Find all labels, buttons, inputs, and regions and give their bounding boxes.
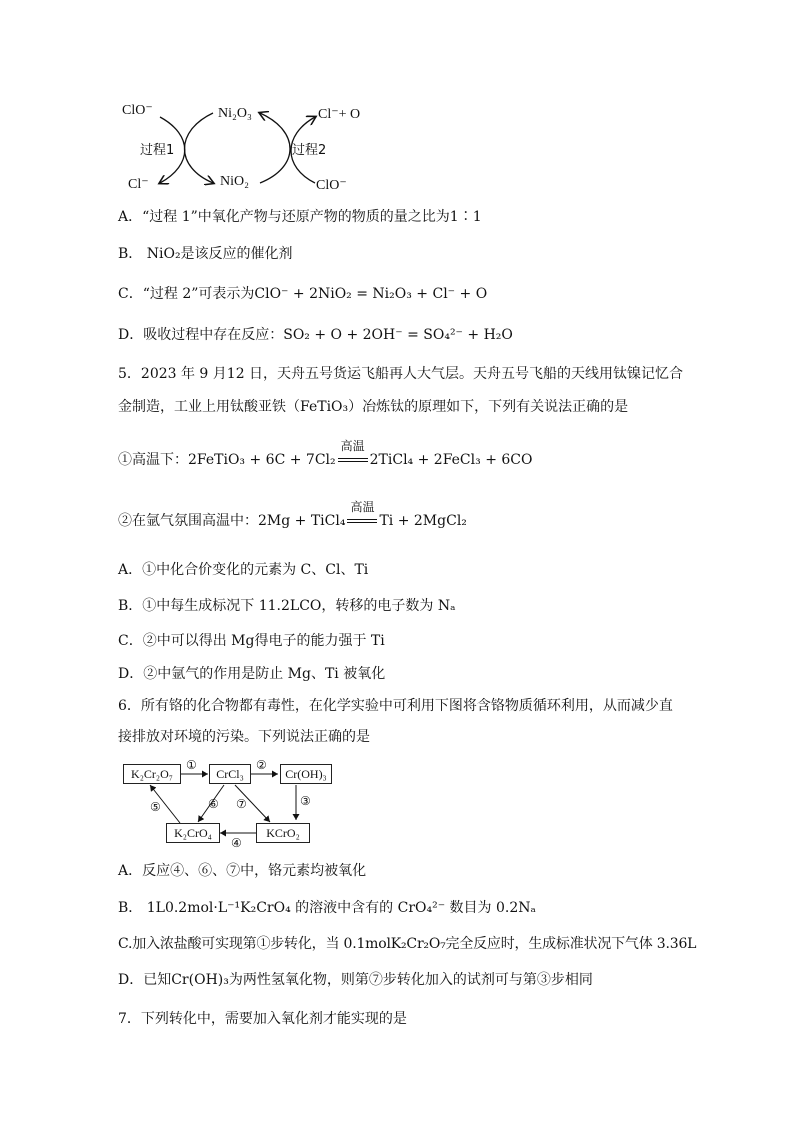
cl-left-label: Cl⁻ <box>128 177 149 192</box>
eq1-condition-text: 高温 <box>340 439 365 453</box>
q4-option-d: D．吸收过程中存在反应：SO₂ + O + 2OH⁻ = SO₄²⁻ + H₂O <box>118 327 513 343</box>
q6-option-b: B． 1L0.2mol·L⁻¹K₂CrO₄ 的溶液中含有的 CrO₄²⁻ 数目为 0.2Nₐ <box>118 900 536 916</box>
eq2-reactants: ②在氩气氛围高温中：2Mg + TiCl₄ <box>118 513 346 529</box>
k2cro4-box: K₂CrO₄ <box>166 823 220 843</box>
step-6-label: ⑥ <box>208 797 219 811</box>
q5-option-d: D．②中氩气的作用是防止 Mg、Ti 被氧化 <box>118 666 386 682</box>
q5-equation-2 <box>118 500 467 530</box>
step-1-label: ① <box>186 758 197 772</box>
q7-stem: 7．下列转化中，需要加入氧化剂才能实现的是 <box>118 1011 407 1027</box>
nio2-label: NiO₂ <box>220 174 249 189</box>
step-3-label: ③ <box>300 794 311 808</box>
q4-option-a: A．“过程 1”中氧化产物与还原产物的物质的量之比为1∶1 <box>118 209 482 225</box>
process1-label: 过程1 <box>140 143 175 158</box>
eq1-products: 2TiCl₄ + 2FeCl₃ + 6CO <box>369 452 533 468</box>
q6-option-a: A．反应④、⑥、⑦中，铬元素均被氧化 <box>118 863 367 879</box>
eq2-condition-text: 高温 <box>350 500 375 514</box>
crcl3-box: CrCl₃ <box>209 764 251 784</box>
q5-option-a: A．①中化合价变化的元素为 C、Cl、Ti <box>118 562 369 578</box>
croh3-box: Cr(OH)₃ <box>280 764 332 784</box>
clo-right-label: ClO⁻ <box>316 178 347 193</box>
q5-stem-line2: 金制造，工业上用钛酸亚铁（FeTiO₃）冶炼钛的原理如下，下列有关说法正确的是 <box>118 399 629 415</box>
step-2-label: ② <box>256 758 267 772</box>
cl-o-label: Cl⁻+ O <box>318 107 361 122</box>
eq1-condition <box>338 439 368 469</box>
q5-equation-1 <box>118 439 533 469</box>
q4-option-b: B． NiO₂是该反应的催化剂 <box>118 246 293 262</box>
k2cr2o7-box: K₂Cr₂O₇ <box>123 764 181 784</box>
q5-stem-line1: 5．2023 年 9 月12 日，天舟五号货运飞船再人大气层。天舟五号飞船的天线用钛镍记忆合 <box>118 366 684 382</box>
q6-option-d: D．已知Cr(OH)₃为两性氢氧化物，则第⑦步转化加入的试剂可与第③步相同 <box>118 972 593 988</box>
clo-left-label: ClO⁻ <box>122 103 153 118</box>
eq2-condition <box>347 500 377 530</box>
q4-option-c: C．“过程 2”可表示为ClO⁻ + 2NiO₂ = Ni₂O₃ + Cl⁻ + O <box>118 286 488 302</box>
step-5-label: ⑤ <box>150 800 161 814</box>
q6-stem-line2: 接排放对环境的污染。下列说法正确的是 <box>118 729 370 745</box>
eq2-products: Ti + 2MgCl₂ <box>379 513 467 529</box>
eq1-reactants: ①高温下：2FeTiO₃ + 6C + 7Cl₂ <box>118 452 336 468</box>
q5-option-b: B．①中每生成标况下 11.2LCO，转移的电子数为 Nₐ <box>118 598 456 614</box>
q6-stem-line1: 6．所有铬的化合物都有毒性，在化学实验中可利用下图将含铬物质循环利用，从而减少直 <box>118 698 673 714</box>
ni2o3-label: Ni₂O₃ <box>218 106 252 121</box>
kcro2-box: KCrO₂ <box>256 823 310 843</box>
q6-option-c: C.加入浓盐酸可实现第①步转化，当 0.1molK₂Cr₂O₇完全反应时，生成标准状况下气体 3.36L <box>118 936 697 952</box>
step-7-label: ⑦ <box>236 797 247 811</box>
process2-label: 过程2 <box>292 143 327 158</box>
q5-option-c: C．②中可以得出 Mg得电子的能力强于 Ti <box>118 633 385 649</box>
step-4-label: ④ <box>231 836 242 850</box>
